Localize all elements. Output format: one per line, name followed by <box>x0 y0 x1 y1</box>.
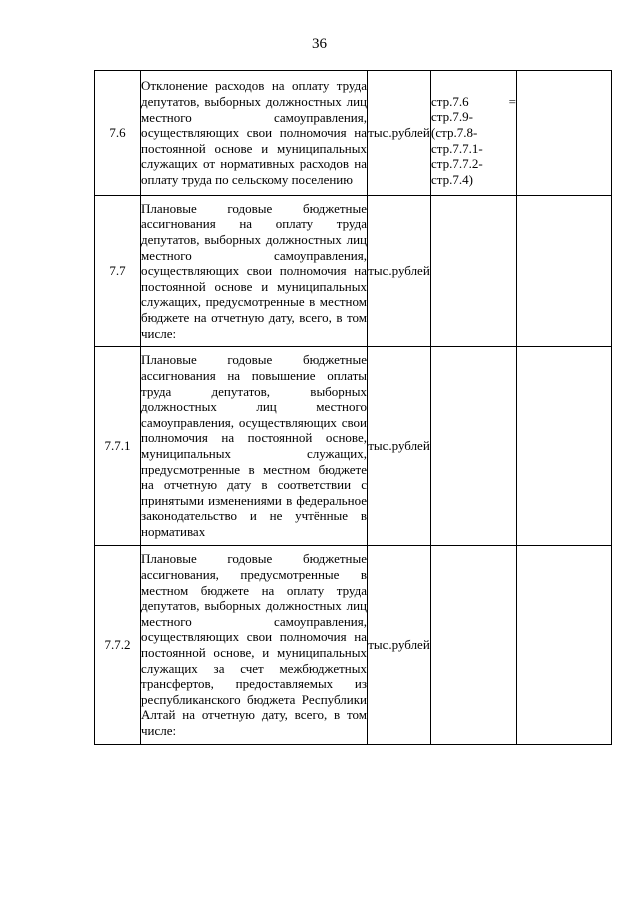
row-name: Плановые годовые бюджетные ассигнования, предусмотренные в местном бюджете на оплату труда депутатов, выборных должностных лиц местного самоуправления, осуществляющих свои полномочия на постоянной основе, и муниципальных служащих за счет межбюджетных трансфертов, предоставляемых из республиканского бюджета Республики Алтай на отчетную дату, всего, в том числе: <box>141 546 368 745</box>
formula-line: стр.7.7.2- <box>431 156 483 172</box>
row-number: 7.6 <box>95 71 141 196</box>
row-formula <box>431 347 517 546</box>
row-extra <box>517 196 612 347</box>
formula-line: стр.7.7.1- <box>431 140 483 156</box>
row-name: Отклонение расходов на оплату труда депутатов, выборных должностных лиц местного самоуправления, осуществляющих свои полномочия на постоянной основе и муниципальных служащих от нормативных расходов на оплату труда по сельскому поселению <box>141 71 368 196</box>
page-number: 36 <box>312 36 327 52</box>
row-unit: тыс.рублей <box>368 546 431 745</box>
row-extra <box>517 546 612 745</box>
row-unit: тыс.рублей <box>368 71 431 196</box>
indicators-table <box>94 70 612 745</box>
row-formula <box>431 196 517 347</box>
row-number: 7.7.2 <box>95 546 141 745</box>
formula-line: (стр.7.8- <box>431 124 478 140</box>
row-number: 7.7.1 <box>95 347 141 546</box>
table-row <box>95 347 612 546</box>
formula-first-right: = <box>508 93 516 109</box>
table-row <box>95 71 612 196</box>
row-name: Плановые годовые бюджетные ассигнования на оплату труда депутатов, выборных должностных лиц местного самоуправления, осуществляющих свои полномочия на постоянной основе и муниципальных служащих, предусмотренные в местном бюджете на отчетную дату, всего, в том числе: <box>141 196 368 347</box>
row-number: 7.7 <box>95 196 141 347</box>
row-formula <box>431 71 517 196</box>
table-row <box>95 546 612 745</box>
row-unit: тыс.рублей <box>368 196 431 347</box>
row-extra <box>517 347 612 546</box>
row-unit: тыс.рублей <box>368 347 431 546</box>
table-row <box>95 196 612 347</box>
formula-line: стр.7.9- <box>431 109 473 125</box>
formula-line: стр.7.4) <box>431 171 473 187</box>
row-extra <box>517 71 612 196</box>
row-formula <box>431 546 517 745</box>
formula-first-left: стр.7.6 <box>431 93 469 109</box>
row-name: Плановые годовые бюджетные ассигнования на повышение оплаты труда депутатов, выборных должностных лиц местного самоуправления, осуществляющих свои полномочия на постоянной основе, муниципальных служащих, предусмотренные в местном бюджете на отчетную дату в соответствии с принятыми изменениями в федеральное законодательство и не учтённые в нормативах <box>141 347 368 546</box>
